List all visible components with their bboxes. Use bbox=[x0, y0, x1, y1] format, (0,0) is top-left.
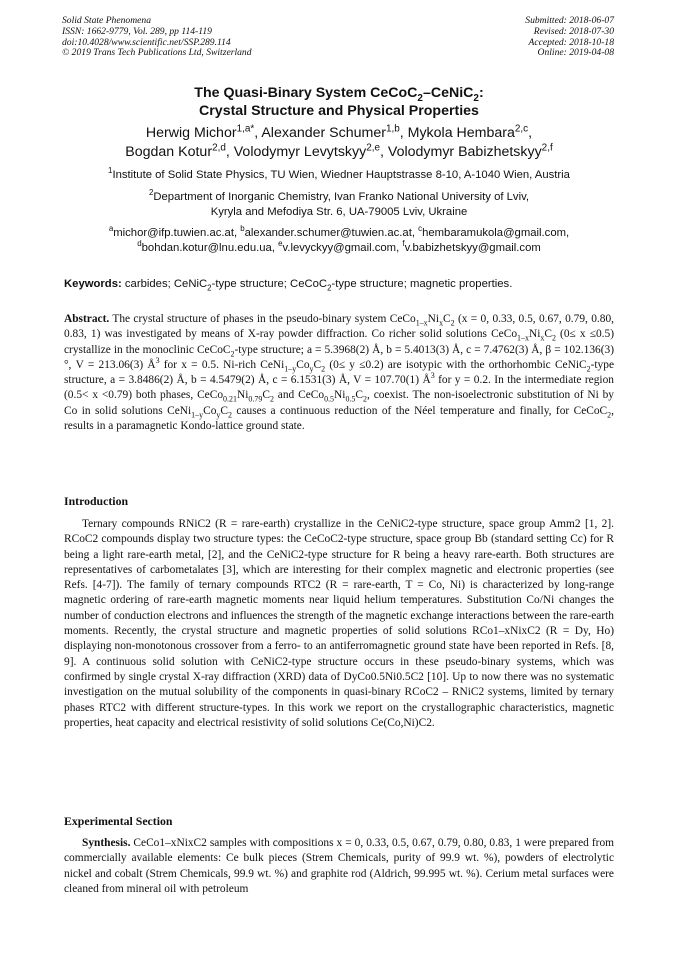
synthesis-label: Synthesis. bbox=[82, 837, 131, 849]
affiliation-2: $^2$Department of Inorganic Chemistry, Ivan Franko National University of Lviv, Kyryla and Mefodiya Str. 6, UA-79005 Lviv, Ukraine bbox=[148, 188, 530, 218]
email-link[interactable]: $^c$hembaramukola@gmail.com, bbox=[418, 224, 570, 239]
section-heading-experimental: Experimental Section bbox=[64, 814, 173, 828]
introduction-paragraph: Ternary compounds RNiC2 (R = rare-earth) crystallize in the CeNiC2-type structure, space group Amm2 [1, 2]. RCoC2 compounds display two structure types: the CeCoC2-type structure, space group Bb (standard setting Cc) for R being a light rare-earth metal, [2], and the CeNiC2-type structure for R being a heavy rare-earth. Both structures are representatives of carbometalates [3], which are interesting for their complex magnetic and electronic properties (see Refs. [4-7]). The family of ternary compounds RTC2 (R = rare-earth, T = Co, Ni) is characterized by long-range magnetic ordering of rare-earth magnetic moments near liquid helium temperatures. Substitution Co/Ni changes the number of conduction electrons and influences the strength of the magnetic exchange interactions between the rare-earth moments. Recently, the crystal structure and magnetic properties of solid solutions RCo1–xNixC2 (R = Dy, Ho) displaying non-monotonous crossover from a ferro- to an antiferromagnetic ground state have been reported in Refs. [8, 9]. A continuous solid solution with CeNiC2-type structure occurs in these pseudo-binary systems, which was confirmed by single crystal X-ray diffraction (XRD) data of DyCo0.5Ni0.5C2 [10]. Up to now there was no systematic investigation on the mutual solubility of the components in quasi-binary RCoC2 – RNiC2 systems, limited by ternary phases RTC2 with different structure-types. In this work we report on the crystallographic characteristics, magnetic properties, heat capacity and electrical resistivity of solid solutions Ce(Co,Ni)C2. bbox=[64, 518, 615, 729]
date-revised: Revised: 2018-07-30 bbox=[533, 25, 614, 37]
journal-info bbox=[62, 16, 252, 59]
abstract: Abstract. The crystal structure of phases in the pseudo-binary system $CeCo_{1-x}Ni_xC_2$ (x = 0, 0.33, 0.5, 0.67, 0.79, 0.80, 0.83, 1) was investigated by means of X-ray powder diffraction. Co richer solid solutions $CeCo_{1-x}Ni_xC_2$ (0≤ x ≤0.5) crystallize in the monoclinic CeCoC$_2$-type structure; a = 5.3968(2) Å, b = 5.4013(3) Å, c = 7.4762(3) Å, β = 102.136(3)°, V = 213.06(3) $Å^3$ for x = 0.5. Ni-rich $CeNi_{1-y}Co_yC_2$ (0≤ y ≤0.2) are isotypic with the orthorhombic CeNiC$_2$-type structure, a = 3.8486(2) Å, b = 4.5479(2) Å, c = 6.1531(3) Å, V = 107.70(1) $Å^3$ for y = 0.2. In the intermediate region (0.5< x <0.79) both phases, $CeCo_{0.21}Ni_{0.79}C_2$ and $CeCo_{0.5}Ni_{0.5}C_2$, coexist. The non-isoelectronic substitution of Ni by Co in solid solutions $CeNi_{1-y}Co_yC_2$ causes a continuous reduction of the Néel temperature and finally, for CeCoC$_2$, results in a paramagnetic Kondo-lattice ground state. bbox=[64, 313, 615, 433]
keywords: Keywords: carbides; CeNiC$_2$-type structure; CeCoC$_2$-type structure; magnetic properties. bbox=[64, 278, 513, 293]
affiliation-1: $^1$Institute of Solid State Physics, TU Wien, Wiedner Hauptstrasse 8-10, A-1040 Wien, Austria bbox=[108, 166, 570, 181]
journal-copyright: © 2019 Trans Tech Publications Ltd, Switzerland bbox=[62, 47, 252, 59]
email-link[interactable]: $^e$v.levyckyy@gmail.com, bbox=[278, 238, 400, 254]
author: Herwig Michor$^{1,a*}$ bbox=[145, 123, 255, 141]
email-link[interactable]: $^f$v.babizhetskyy@gmail.com bbox=[402, 238, 541, 254]
date-accepted: Accepted: 2018-10-18 bbox=[528, 36, 614, 48]
keywords-label: Keywords: bbox=[64, 278, 122, 290]
paper-title: The Quasi-Binary System CeCoC$_2$–CeNiC$_2$: Crystal Structure and Physical Properties bbox=[0, 84, 678, 120]
author-list: Herwig Michor$^{1,a*}$, Alexander Schumer$^{1,b}$, Mykola Hembara$^{2,c}$, Bogdan Kotur$^{2,d}$, Volodymyr Levytskyy$^{2,e}$, Volodymyr Babizhetskyy$^{2,f}$ bbox=[125, 123, 553, 160]
email-link[interactable]: $^b$alexander.schumer@tuwien.ac.at, bbox=[240, 224, 415, 239]
author: Alexander Schumer$^{1,b}$ bbox=[261, 123, 400, 141]
journal-name: Solid State Phenomena bbox=[62, 15, 151, 26]
date-submitted: Submitted: 2018-06-07 bbox=[525, 15, 614, 26]
date-online: Online: 2019-04-08 bbox=[537, 47, 614, 59]
abstract-label: Abstract. bbox=[64, 313, 110, 325]
author: Volodymyr Babizhetskyy$^{2,f}$ bbox=[387, 142, 553, 160]
email-list bbox=[0, 226, 678, 255]
synthesis-paragraph: Synthesis. CeCo1–xNixC2 samples with compositions x = 0, 0.33, 0.5, 0.67, 0.79, 0.80, 0.83, 1 were prepared from commercially available elements: Ce bulk pieces (Strem Chemicals, purity of 99.9 wt. %), powders of electrolytic nickel and cobalt (Strem Chemicals, 99.9 wt. %) and graphite rod (Aldrich, 99.995 wt. %). Cerium metal surfaces were cleaned from mineral oil with petroleum bbox=[64, 837, 614, 895]
section-heading-introduction: Introduction bbox=[64, 494, 129, 508]
email-link[interactable]: $^a$michor@ifp.tuwien.ac.at, bbox=[108, 224, 238, 239]
author: Volodymyr Levytskyy$^{2,e}$ bbox=[233, 142, 381, 160]
journal-issn: ISSN: 1662-9779, Vol. 289, pp 114-119 bbox=[62, 25, 212, 37]
author: Mykola Hembara$^{2,c}$ bbox=[407, 123, 529, 141]
author: Bogdan Kotur$^{2,d}$ bbox=[125, 142, 226, 160]
journal-doi: doi:10.4028/www.scientific.net/SSP.289.114 bbox=[62, 36, 231, 48]
publication-dates bbox=[525, 16, 614, 59]
paper-subtitle: Crystal Structure and Physical Properties bbox=[199, 103, 479, 119]
email-link[interactable]: $^d$bohdan.kotur@lnu.edu.ua, bbox=[137, 238, 275, 254]
